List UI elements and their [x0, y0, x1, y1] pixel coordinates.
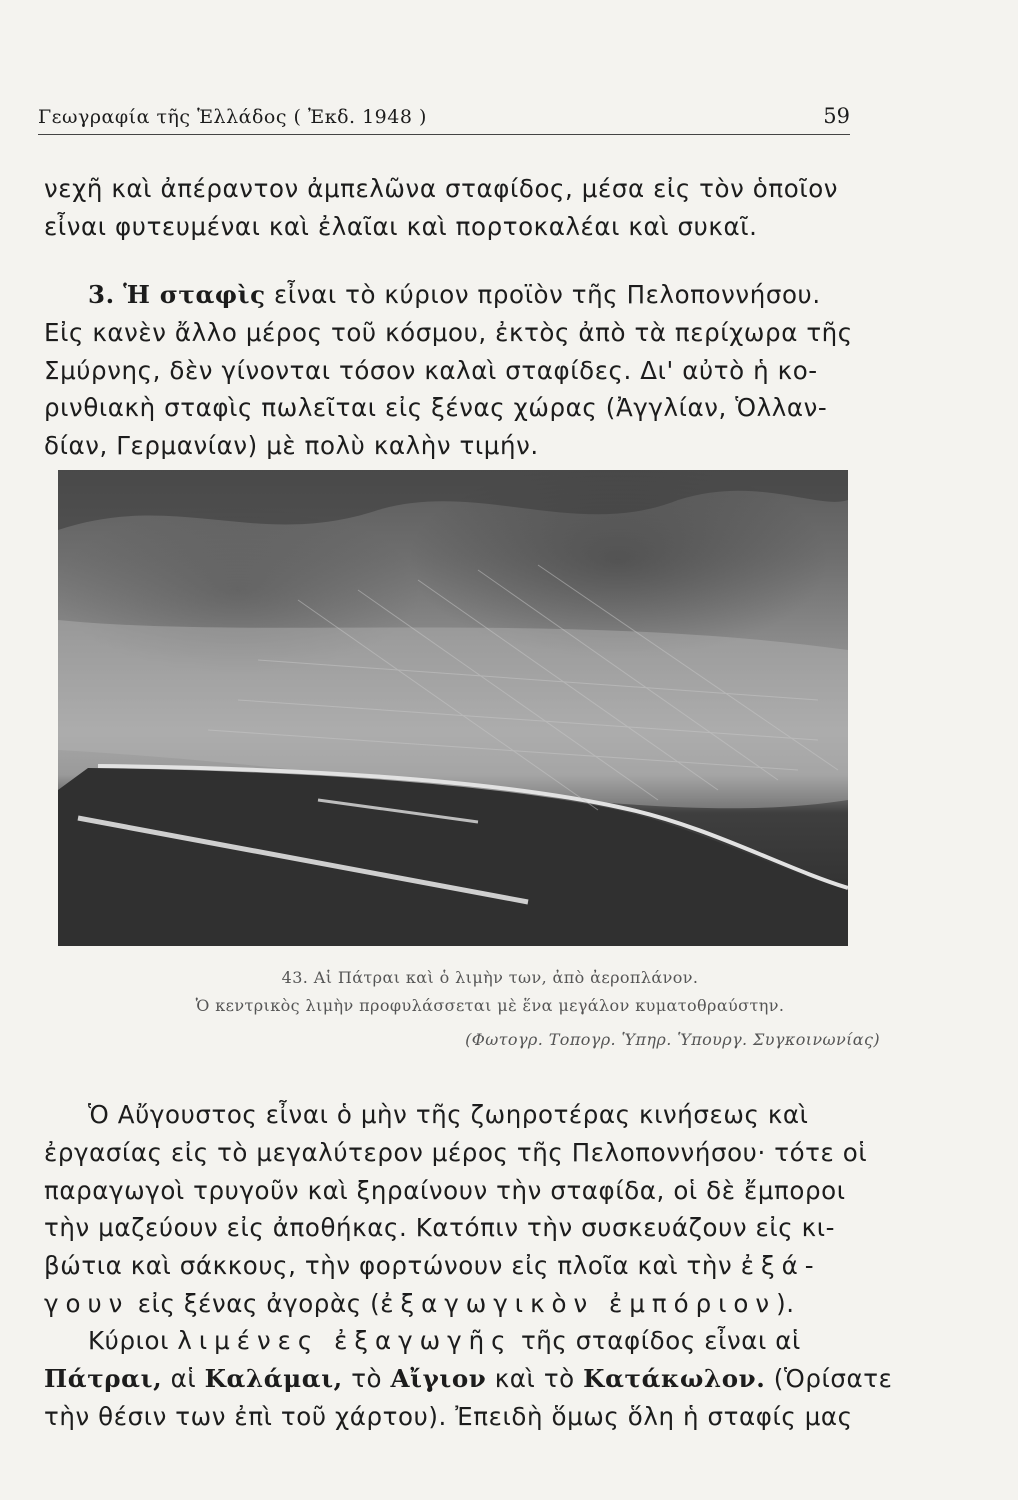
port-name: Κατάκωλον.	[583, 1363, 766, 1393]
section-3-paragraph	[44, 276, 864, 465]
section-term: Ἡ σταφὶς	[123, 280, 266, 309]
text-line: Ὁ Αὔγουστος εἶναι ὁ μὴν τῆς ζωηροτέρας κινήσεως καὶ	[88, 1100, 809, 1129]
text-span: εἶναι τὸ κύριον προϊὸν τῆς Πελοποννήσου.	[274, 280, 821, 309]
photo-illustration	[58, 470, 848, 946]
figure-caption-line-1: 43. Αἱ Πάτραι καὶ ὁ λιμὴν των, ἀπὸ ἀεροπλάνον.	[281, 968, 699, 987]
running-header	[38, 104, 850, 135]
text-line: βώτια καὶ σάκκους, τὴν φορτώνουν εἰς πλοῖα καὶ τὴν ἐξά-	[44, 1251, 821, 1281]
text-line	[44, 276, 864, 314]
port-name: Καλάμαι,	[204, 1363, 343, 1393]
text-line: Εἰς κανὲν ἄλλο μέρος τοῦ κόσμου, ἐκτὸς ἀπὸ τὰ περίχωρα τῆς	[44, 317, 853, 347]
text-line: Σμύρνης, δὲν γίνονται τόσον καλαὶ σταφίδες. Δι' αὐτὸ ἡ κο-	[44, 355, 818, 385]
text-line: εἶναι φυτευμέναι καὶ ἐλαῖαι καὶ πορτοκαλέαι καὶ συκαῖ.	[44, 211, 758, 241]
section-number: 3.	[88, 280, 115, 309]
aerial-photo-patras	[58, 470, 848, 946]
intro-paragraph	[44, 170, 864, 246]
text-line: ἐργασίας εἰς τὸ μεγαλύτερον μέρος τῆς Πελοποννήσου· τότε οἱ	[44, 1137, 868, 1167]
text-line: ρινθιακὴ σταφὶς πωλεῖται εἰς ξένας χώρας (Ἀγγλίαν, Ὁλλαν-	[44, 393, 828, 423]
page-number: 59	[823, 104, 850, 128]
spaced-text: ἐξαγωγικὸν ἐμπόριον	[380, 1288, 777, 1318]
text-line: Κύριοι λιμένες ἐξαγωγῆς τῆς σταφίδος εἶναι αἱ	[88, 1326, 801, 1355]
figure-credit: (Φωτογρ. Τοπογρ. Ὑπηρ. Ὑπουργ. Συγκοινωνίας)	[465, 1030, 880, 1049]
port-name: Πάτραι,	[44, 1363, 163, 1393]
text-line: τὴν θέσιν των ἐπὶ τοῦ χάρτου). Ἐπειδὴ ὅμως ὅλη ἡ σταφίς μας	[44, 1401, 853, 1431]
spaced-text: ἐξά-	[740, 1251, 821, 1281]
text-line: νεχῆ καὶ ἀπέραντον ἀμπελῶνα σταφίδος, μέσα εἰς τὸν ὁποῖον	[44, 174, 839, 203]
text-line: δίαν, Γερμανίαν) μὲ πολὺ καλὴν τιμήν.	[44, 431, 539, 461]
august-paragraph	[44, 1096, 868, 1323]
port-name: Αἴγιον	[390, 1363, 487, 1393]
running-title: Γεωγραφία τῆς Ἑλλάδος ( Ἐκδ. 1948 )	[38, 106, 427, 128]
text-line: γουν εἰς ξένας ἀγορὰς (ἐξαγωγικὸν ἐμπόριον).	[44, 1288, 795, 1318]
text-line: παραγωγοὶ τρυγοῦν καὶ ξηραίνουν τὴν σταφίδα, οἱ δὲ ἔμποροι	[44, 1175, 846, 1205]
spaced-text: γουν	[44, 1288, 130, 1318]
text-line: Πάτραι, αἱ Καλάμαι, τὸ Αἴγιον καὶ τὸ Κατάκωλον. (Ὁρίσατε	[44, 1363, 893, 1393]
spaced-text: λιμένες ἐξαγωγῆς	[177, 1326, 513, 1355]
figure-caption-line-2: Ὁ κεντρικὸς λιμὴν προφυλάσσεται μὲ ἕνα μεγάλον κυματοθραύστην.	[195, 996, 785, 1015]
text-line: τὴν μαζεύουν εἰς ἀποθήκας. Κατόπιν τὴν συσκευάζουν εἰς κι-	[44, 1213, 836, 1243]
ports-paragraph	[44, 1322, 893, 1435]
